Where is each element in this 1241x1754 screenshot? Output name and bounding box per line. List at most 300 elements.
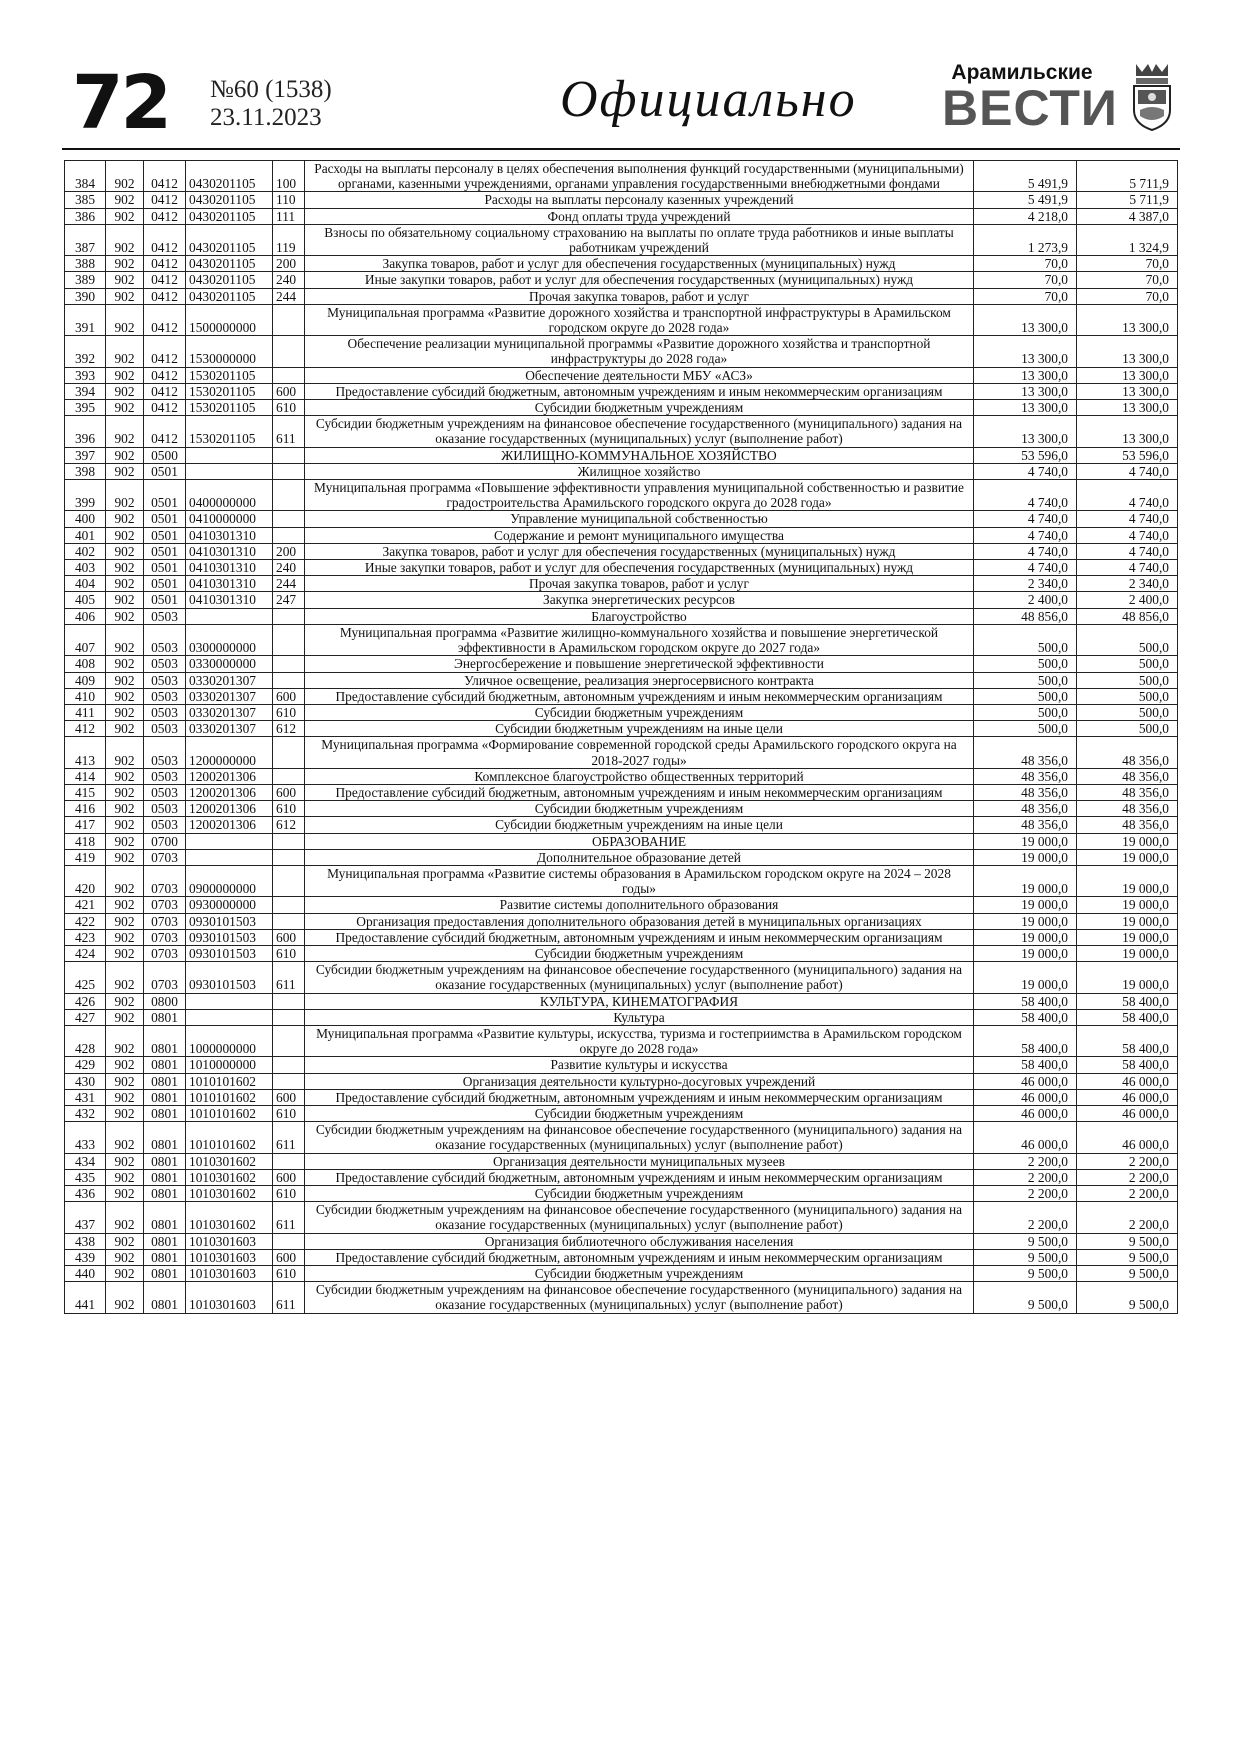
amount-year-2: 13 300,0: [1077, 367, 1178, 383]
item-name: Предоставление субсидий бюджетным, автономным учреждениям и иным некоммерческим организациям: [305, 929, 974, 945]
table-row: [65, 929, 1178, 945]
amount-year-1: 4 740,0: [974, 560, 1077, 576]
target-article-code: 0430201105: [186, 192, 273, 208]
target-article-code: 1010301603: [186, 1249, 273, 1265]
expense-type-code: [273, 672, 305, 688]
amount-year-1: 46 000,0: [974, 1105, 1077, 1121]
ministry-code: 902: [106, 1073, 144, 1089]
table-row: [65, 865, 1178, 896]
ministry-code: 902: [106, 897, 144, 913]
item-name: КУЛЬТУРА, КИНЕМАТОГРАФИЯ: [305, 993, 974, 1009]
amount-year-2: 58 400,0: [1077, 1057, 1178, 1073]
amount-year-2: 9 500,0: [1077, 1282, 1178, 1313]
table-row: [65, 704, 1178, 720]
row-number: 439: [65, 1249, 106, 1265]
ministry-code: 902: [106, 656, 144, 672]
amount-year-2: 500,0: [1077, 704, 1178, 720]
expense-type-code: 610: [273, 1105, 305, 1121]
amount-year-2: 58 400,0: [1077, 1025, 1178, 1056]
section-code: 0501: [144, 527, 186, 543]
amount-year-2: 4 740,0: [1077, 463, 1178, 479]
amount-year-1: 500,0: [974, 656, 1077, 672]
amount-year-2: 500,0: [1077, 721, 1178, 737]
amount-year-1: 19 000,0: [974, 849, 1077, 865]
section-code: 0503: [144, 704, 186, 720]
item-name: Дополнительное образование детей: [305, 849, 974, 865]
item-name: Комплексное благоустройство общественных территорий: [305, 768, 974, 784]
amount-year-2: 48 356,0: [1077, 768, 1178, 784]
amount-year-1: 9 500,0: [974, 1282, 1077, 1313]
amount-year-1: 13 300,0: [974, 383, 1077, 399]
expense-type-code: 600: [273, 784, 305, 800]
logo-top-text: Арамильские: [951, 61, 1093, 84]
target-article-code: 1530000000: [186, 336, 273, 367]
ministry-code: 902: [106, 592, 144, 608]
table-row: [65, 833, 1178, 849]
amount-year-2: 13 300,0: [1077, 304, 1178, 335]
section-code: 0703: [144, 962, 186, 993]
amount-year-1: 500,0: [974, 624, 1077, 655]
table-row: [65, 784, 1178, 800]
ministry-code: 902: [106, 962, 144, 993]
amount-year-2: 2 400,0: [1077, 592, 1178, 608]
section-code: 0801: [144, 1186, 186, 1202]
amount-year-1: 2 200,0: [974, 1153, 1077, 1169]
amount-year-2: 4 740,0: [1077, 480, 1178, 511]
row-number: 388: [65, 256, 106, 272]
amount-year-2: 2 200,0: [1077, 1186, 1178, 1202]
amount-year-1: 5 491,9: [974, 192, 1077, 208]
target-article-code: 0930101503: [186, 962, 273, 993]
target-article-code: 0930101503: [186, 913, 273, 929]
section-code: 0501: [144, 511, 186, 527]
target-article-code: 1530201105: [186, 400, 273, 416]
ministry-code: 902: [106, 272, 144, 288]
target-article-code: 0430201105: [186, 161, 273, 192]
target-article-code: 1010101602: [186, 1073, 273, 1089]
ministry-code: 902: [106, 576, 144, 592]
section-code: 0801: [144, 1249, 186, 1265]
item-name: Содержание и ремонт муниципального имущества: [305, 527, 974, 543]
amount-year-1: 48 356,0: [974, 801, 1077, 817]
row-number: 430: [65, 1073, 106, 1089]
item-name: Прочая закупка товаров, работ и услуг: [305, 288, 974, 304]
target-article-code: 0930101503: [186, 929, 273, 945]
target-article-code: 1010101602: [186, 1089, 273, 1105]
amount-year-2: 2 200,0: [1077, 1153, 1178, 1169]
section-code: 0801: [144, 1089, 186, 1105]
amount-year-1: 48 356,0: [974, 737, 1077, 768]
ministry-code: 902: [106, 624, 144, 655]
target-article-code: 1010301602: [186, 1169, 273, 1185]
item-name: Субсидии бюджетным учреждениям: [305, 704, 974, 720]
item-name: Организация деятельности муниципальных музеев: [305, 1153, 974, 1169]
ministry-code: 902: [106, 1233, 144, 1249]
amount-year-2: 46 000,0: [1077, 1105, 1178, 1121]
table-row: [65, 272, 1178, 288]
target-article-code: 0330000000: [186, 656, 273, 672]
expense-type-code: [273, 656, 305, 672]
row-number: 406: [65, 608, 106, 624]
table-row: [65, 1266, 1178, 1282]
target-article-code: 0400000000: [186, 480, 273, 511]
ministry-code: 902: [106, 1282, 144, 1313]
coat-of-arms-icon: [1130, 60, 1174, 132]
table-row: [65, 897, 1178, 913]
section-code: 0703: [144, 929, 186, 945]
item-name: Субсидии бюджетным учреждениям: [305, 1105, 974, 1121]
header-rule: [62, 148, 1180, 150]
section-code: 0703: [144, 865, 186, 896]
row-number: 398: [65, 463, 106, 479]
row-number: 392: [65, 336, 106, 367]
ministry-code: 902: [106, 865, 144, 896]
amount-year-2: 48 356,0: [1077, 817, 1178, 833]
item-name: Муниципальная программа «Развитие системы образования в Арамильском городском округе на 2024 – 2028 годы»: [305, 865, 974, 896]
amount-year-1: 13 300,0: [974, 336, 1077, 367]
ministry-code: 902: [106, 304, 144, 335]
section-code: 0501: [144, 463, 186, 479]
expense-type-code: [273, 1025, 305, 1056]
ministry-code: 902: [106, 511, 144, 527]
table-row: [65, 1073, 1178, 1089]
section-code: 0500: [144, 447, 186, 463]
expense-type-code: 244: [273, 576, 305, 592]
ministry-code: 902: [106, 161, 144, 192]
amount-year-1: 70,0: [974, 256, 1077, 272]
amount-year-1: 2 340,0: [974, 576, 1077, 592]
expense-type-code: 600: [273, 688, 305, 704]
item-name: Уличное освещение, реализация энергосервисного контракта: [305, 672, 974, 688]
target-article-code: 0430201105: [186, 288, 273, 304]
table-row: [65, 849, 1178, 865]
item-name: Предоставление субсидий бюджетным, автономным учреждениям и иным некоммерческим организациям: [305, 1169, 974, 1185]
target-article-code: 0930000000: [186, 897, 273, 913]
table-row: [65, 336, 1178, 367]
target-article-code: 0410000000: [186, 511, 273, 527]
item-name: Предоставление субсидий бюджетным, автономным учреждениям и иным некоммерческим организациям: [305, 383, 974, 399]
item-name: Субсидии бюджетным учреждениям: [305, 801, 974, 817]
ministry-code: 902: [106, 801, 144, 817]
target-article-code: [186, 447, 273, 463]
table-row: [65, 624, 1178, 655]
item-name: Субсидии бюджетным учреждениям: [305, 945, 974, 961]
amount-year-2: 19 000,0: [1077, 865, 1178, 896]
amount-year-1: 19 000,0: [974, 945, 1077, 961]
row-number: 416: [65, 801, 106, 817]
amount-year-1: 19 000,0: [974, 865, 1077, 896]
expense-type-code: 610: [273, 1186, 305, 1202]
target-article-code: 0330201307: [186, 704, 273, 720]
section-title: Официально: [560, 71, 857, 128]
amount-year-1: 4 740,0: [974, 543, 1077, 559]
budget-table: [64, 160, 1178, 1314]
expense-type-code: 610: [273, 945, 305, 961]
item-name: Субсидии бюджетным учреждениям на иные цели: [305, 817, 974, 833]
expense-type-code: [273, 1153, 305, 1169]
section-code: 0503: [144, 608, 186, 624]
row-number: 428: [65, 1025, 106, 1056]
item-name: Развитие системы дополнительного образования: [305, 897, 974, 913]
target-article-code: [186, 849, 273, 865]
section-code: 0801: [144, 1266, 186, 1282]
expense-type-code: [273, 1233, 305, 1249]
row-number: 427: [65, 1009, 106, 1025]
expense-type-code: 611: [273, 1282, 305, 1313]
table-row: [65, 1233, 1178, 1249]
section-code: 0412: [144, 224, 186, 255]
amount-year-1: 58 400,0: [974, 993, 1077, 1009]
section-code: 0703: [144, 913, 186, 929]
expense-type-code: [273, 913, 305, 929]
table-row: [65, 1169, 1178, 1185]
target-article-code: 1010301602: [186, 1186, 273, 1202]
ministry-code: 902: [106, 256, 144, 272]
target-article-code: 0300000000: [186, 624, 273, 655]
row-number: 412: [65, 721, 106, 737]
amount-year-2: 48 356,0: [1077, 737, 1178, 768]
amount-year-2: 46 000,0: [1077, 1073, 1178, 1089]
issue-date: 23.11.2023: [210, 104, 322, 131]
item-name: ОБРАЗОВАНИЕ: [305, 833, 974, 849]
expense-type-code: [273, 367, 305, 383]
amount-year-2: 5 711,9: [1077, 192, 1178, 208]
section-code: 0801: [144, 1122, 186, 1153]
target-article-code: [186, 833, 273, 849]
item-name: Субсидии бюджетным учреждениям: [305, 1266, 974, 1282]
amount-year-1: 1 273,9: [974, 224, 1077, 255]
target-article-code: 1010301602: [186, 1153, 273, 1169]
amount-year-2: 13 300,0: [1077, 383, 1178, 399]
amount-year-2: 53 596,0: [1077, 447, 1178, 463]
amount-year-1: 13 300,0: [974, 367, 1077, 383]
amount-year-1: 13 300,0: [974, 416, 1077, 447]
table-row: [65, 1122, 1178, 1153]
ministry-code: 902: [106, 1122, 144, 1153]
item-name: Обеспечение реализации муниципальной программы «Развитие дорожного хозяйства и транспортной инфраструктуры до 2028 года»: [305, 336, 974, 367]
row-number: 385: [65, 192, 106, 208]
amount-year-1: 4 740,0: [974, 463, 1077, 479]
ministry-code: 902: [106, 913, 144, 929]
expense-type-code: 611: [273, 1122, 305, 1153]
table-row: [65, 592, 1178, 608]
section-code: 0801: [144, 1153, 186, 1169]
ministry-code: 902: [106, 560, 144, 576]
section-code: 0801: [144, 1009, 186, 1025]
expense-type-code: [273, 897, 305, 913]
section-code: 0412: [144, 367, 186, 383]
row-number: 389: [65, 272, 106, 288]
amount-year-1: 58 400,0: [974, 1025, 1077, 1056]
item-name: Закупка товаров, работ и услуг для обеспечения государственных (муниципальных) нужд: [305, 543, 974, 559]
row-number: 436: [65, 1186, 106, 1202]
ministry-code: 902: [106, 383, 144, 399]
item-name: Энергосбережение и повышение энергетической эффективности: [305, 656, 974, 672]
section-code: 0801: [144, 1105, 186, 1121]
item-name: Организация предоставления дополнительного образования детей в муниципальных организациях: [305, 913, 974, 929]
amount-year-1: 500,0: [974, 721, 1077, 737]
amount-year-2: 2 200,0: [1077, 1169, 1178, 1185]
table-row: [65, 672, 1178, 688]
item-name: Обеспечение деятельности МБУ «АСЗ»: [305, 367, 974, 383]
amount-year-2: 4 387,0: [1077, 208, 1178, 224]
ministry-code: 902: [106, 817, 144, 833]
target-article-code: 1200201306: [186, 768, 273, 784]
amount-year-2: 48 356,0: [1077, 801, 1178, 817]
item-name: ЖИЛИЩНО-КОММУНАЛЬНОЕ ХОЗЯЙСТВО: [305, 447, 974, 463]
expense-type-code: [273, 768, 305, 784]
amount-year-1: 4 740,0: [974, 480, 1077, 511]
expense-type-code: [273, 865, 305, 896]
amount-year-2: 58 400,0: [1077, 993, 1178, 1009]
item-name: Субсидии бюджетным учреждениям на финансовое обеспечение государственного (муниципального) задания на оказание государственных (муниципальных) услуг (выполнение работ): [305, 1202, 974, 1233]
expense-type-code: 610: [273, 1266, 305, 1282]
issue-info: [210, 76, 332, 132]
target-article-code: [186, 463, 273, 479]
amount-year-2: 70,0: [1077, 256, 1178, 272]
target-article-code: 1200000000: [186, 737, 273, 768]
expense-type-code: 611: [273, 1202, 305, 1233]
row-number: 441: [65, 1282, 106, 1313]
amount-year-1: 13 300,0: [974, 304, 1077, 335]
row-number: 411: [65, 704, 106, 720]
ministry-code: 902: [106, 416, 144, 447]
table-row: [65, 447, 1178, 463]
item-name: Субсидии бюджетным учреждениям на финансовое обеспечение государственного (муниципального) задания на оказание государственных (муниципальных) услуг (выполнение работ): [305, 1282, 974, 1313]
expense-type-code: [273, 527, 305, 543]
item-name: Субсидии бюджетным учреждениям: [305, 1186, 974, 1202]
row-number: 400: [65, 511, 106, 527]
ministry-code: 902: [106, 1153, 144, 1169]
section-code: 0503: [144, 688, 186, 704]
target-article-code: [186, 993, 273, 1009]
section-code: 0503: [144, 656, 186, 672]
expense-type-code: 612: [273, 721, 305, 737]
row-number: 417: [65, 817, 106, 833]
amount-year-2: 13 300,0: [1077, 400, 1178, 416]
target-article-code: 1200201306: [186, 784, 273, 800]
item-name: Иные закупки товаров, работ и услуг для обеспечения государственных (муниципальных) нужд: [305, 272, 974, 288]
amount-year-1: 48 356,0: [974, 817, 1077, 833]
row-number: 407: [65, 624, 106, 655]
target-article-code: [186, 1009, 273, 1025]
target-article-code: 0430201105: [186, 224, 273, 255]
expense-type-code: [273, 336, 305, 367]
amount-year-1: 19 000,0: [974, 929, 1077, 945]
target-article-code: 1530201105: [186, 416, 273, 447]
amount-year-1: 19 000,0: [974, 913, 1077, 929]
amount-year-1: 4 740,0: [974, 527, 1077, 543]
target-article-code: 0930101503: [186, 945, 273, 961]
table-row: [65, 192, 1178, 208]
section-code: 0412: [144, 416, 186, 447]
amount-year-2: 19 000,0: [1077, 913, 1178, 929]
expense-type-code: 244: [273, 288, 305, 304]
amount-year-2: 48 356,0: [1077, 784, 1178, 800]
amount-year-2: 46 000,0: [1077, 1122, 1178, 1153]
section-code: 0503: [144, 672, 186, 688]
amount-year-1: 13 300,0: [974, 400, 1077, 416]
section-code: 0412: [144, 192, 186, 208]
amount-year-1: 58 400,0: [974, 1057, 1077, 1073]
amount-year-2: 13 300,0: [1077, 416, 1178, 447]
ministry-code: 902: [106, 447, 144, 463]
section-code: 0412: [144, 383, 186, 399]
expense-type-code: [273, 993, 305, 1009]
table-row: [65, 576, 1178, 592]
amount-year-2: 19 000,0: [1077, 929, 1178, 945]
row-number: 399: [65, 480, 106, 511]
ministry-code: 902: [106, 1105, 144, 1121]
table-row: [65, 256, 1178, 272]
row-number: 435: [65, 1169, 106, 1185]
ministry-code: 902: [106, 768, 144, 784]
expense-type-code: [273, 1057, 305, 1073]
expense-type-code: 600: [273, 1169, 305, 1185]
table-row: [65, 511, 1178, 527]
table-row: [65, 400, 1178, 416]
page-number: 72: [72, 60, 169, 146]
target-article-code: 1200201306: [186, 801, 273, 817]
section-code: 0503: [144, 737, 186, 768]
table-row: [65, 1186, 1178, 1202]
issue-number: №60 (1538): [210, 76, 332, 103]
target-article-code: 0410301310: [186, 560, 273, 576]
item-name: Предоставление субсидий бюджетным, автономным учреждениям и иным некоммерческим организациям: [305, 688, 974, 704]
section-code: 0412: [144, 400, 186, 416]
expense-type-code: 600: [273, 929, 305, 945]
item-name: Организация деятельности культурно-досуговых учреждений: [305, 1073, 974, 1089]
amount-year-1: 46 000,0: [974, 1089, 1077, 1105]
row-number: 402: [65, 543, 106, 559]
target-article-code: [186, 608, 273, 624]
ministry-code: 902: [106, 1202, 144, 1233]
amount-year-1: 70,0: [974, 272, 1077, 288]
table-row: [65, 383, 1178, 399]
expense-type-code: [273, 447, 305, 463]
budget-table-body: [65, 161, 1178, 1314]
target-article-code: 0430201105: [186, 256, 273, 272]
target-article-code: 1200201306: [186, 817, 273, 833]
amount-year-1: 19 000,0: [974, 897, 1077, 913]
ministry-code: 902: [106, 688, 144, 704]
amount-year-2: 19 000,0: [1077, 945, 1178, 961]
row-number: 426: [65, 993, 106, 1009]
amount-year-1: 48 356,0: [974, 784, 1077, 800]
row-number: 414: [65, 768, 106, 784]
target-article-code: 0330201307: [186, 721, 273, 737]
ministry-code: 902: [106, 1025, 144, 1056]
amount-year-2: 500,0: [1077, 672, 1178, 688]
row-number: 429: [65, 1057, 106, 1073]
amount-year-2: 4 740,0: [1077, 543, 1178, 559]
amount-year-2: 70,0: [1077, 288, 1178, 304]
amount-year-2: 500,0: [1077, 688, 1178, 704]
amount-year-1: 4 218,0: [974, 208, 1077, 224]
table-row: [65, 1202, 1178, 1233]
ministry-code: 902: [106, 672, 144, 688]
ministry-code: 902: [106, 367, 144, 383]
amount-year-2: 2 340,0: [1077, 576, 1178, 592]
row-number: 408: [65, 656, 106, 672]
expense-type-code: [273, 304, 305, 335]
table-row: [65, 1057, 1178, 1073]
row-number: 393: [65, 367, 106, 383]
ministry-code: 902: [106, 833, 144, 849]
row-number: 395: [65, 400, 106, 416]
row-number: 413: [65, 737, 106, 768]
row-number: 437: [65, 1202, 106, 1233]
